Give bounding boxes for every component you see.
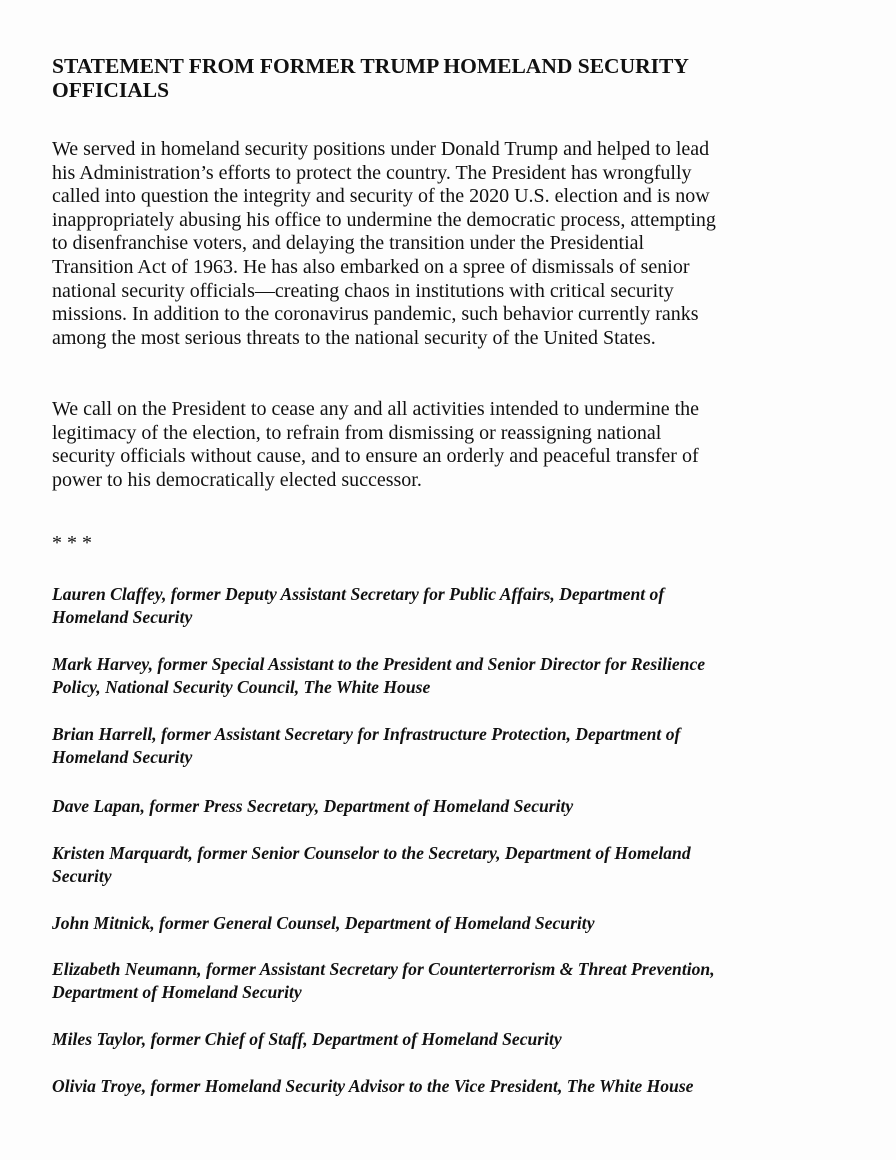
paragraph-line: national security officials—creating chaos in institutions with critical security <box>52 279 674 302</box>
signatory-line: Security <box>52 866 112 886</box>
signatory-item <box>52 653 705 699</box>
paragraph-line: Transition Act of 1963. He has also embarked on a spree of dismissals of senior <box>52 255 690 278</box>
paragraph-line: his Administration’s efforts to protect the country. The President has wrongfully <box>52 161 692 184</box>
paragraph-2 <box>52 398 699 492</box>
signatory-line: Brian Harrell, former Assistant Secretary for Infrastructure Protection, Department of <box>52 724 681 744</box>
paragraph-line: to disenfranchise voters, and delaying the transition under the Presidential <box>52 232 645 255</box>
signatory-line: Olivia Troye, former Homeland Security Advisor to the Vice President, The White House <box>52 1076 694 1096</box>
paragraph-line: inappropriately abusing his office to undermine the democratic process, attempting <box>52 208 716 231</box>
signatory-item <box>52 842 691 888</box>
paragraph-line: missions. In addition to the coronavirus pandemic, such behavior currently ranks <box>52 303 699 326</box>
signatory-item <box>52 583 664 629</box>
paragraph-line: called into question the integrity and security of the 2020 U.S. election and is now <box>52 185 710 208</box>
paragraph-line: legitimacy of the election, to refrain from dismissing or reassigning national <box>52 421 662 444</box>
signatory-line: John Mitnick, former General Counsel, Department of Homeland Security <box>52 913 595 933</box>
signatory-item <box>52 1075 694 1098</box>
separator: * * * <box>52 532 92 554</box>
statement-title <box>52 54 689 102</box>
signatory-item <box>52 723 680 769</box>
signatory-line: Mark Harvey, former Special Assistant to the President and Senior Director for Resilience <box>52 654 706 674</box>
title-line: STATEMENT FROM FORMER TRUMP HOMELAND SECURITY <box>52 54 689 78</box>
signatory-line: Department of Homeland Security <box>52 982 302 1002</box>
paragraph-1 <box>52 138 716 350</box>
paragraph-line: security officials without cause, and to ensure an orderly and peaceful transfer of <box>52 445 699 468</box>
signatory-line: Kristen Marquardt, former Senior Counselor to the Secretary, Department of Homeland <box>52 843 691 863</box>
paragraph-line: among the most serious threats to the national security of the United States. <box>52 326 656 349</box>
signatory-line: Policy, National Security Council, The White House <box>52 677 431 697</box>
paragraph-line: We served in homeland security positions under Donald Trump and helped to lead <box>52 138 710 160</box>
signatory-line: Homeland Security <box>52 607 193 627</box>
signatory-line: Lauren Claffey, former Deputy Assistant Secretary for Public Affairs, Department of <box>52 584 665 604</box>
title-line: OFFICIALS <box>52 78 170 102</box>
signatory-line: Homeland Security <box>52 747 193 767</box>
signatory-item <box>52 1028 562 1051</box>
signatory-item <box>52 958 715 1004</box>
signatory-line: Miles Taylor, former Chief of Staff, Department of Homeland Security <box>52 1029 562 1049</box>
signatory-line: Dave Lapan, former Press Secretary, Department of Homeland Security <box>52 796 574 816</box>
signatory-item <box>52 795 573 818</box>
paragraph-line: We call on the President to cease any and all activities intended to undermine the <box>52 398 700 420</box>
signatory-item <box>52 912 595 935</box>
signatory-line: Elizabeth Neumann, former Assistant Secretary for Counterterrorism & Threat Prevention, <box>52 959 715 979</box>
paragraph-line: power to his democratically elected successor. <box>52 468 422 491</box>
